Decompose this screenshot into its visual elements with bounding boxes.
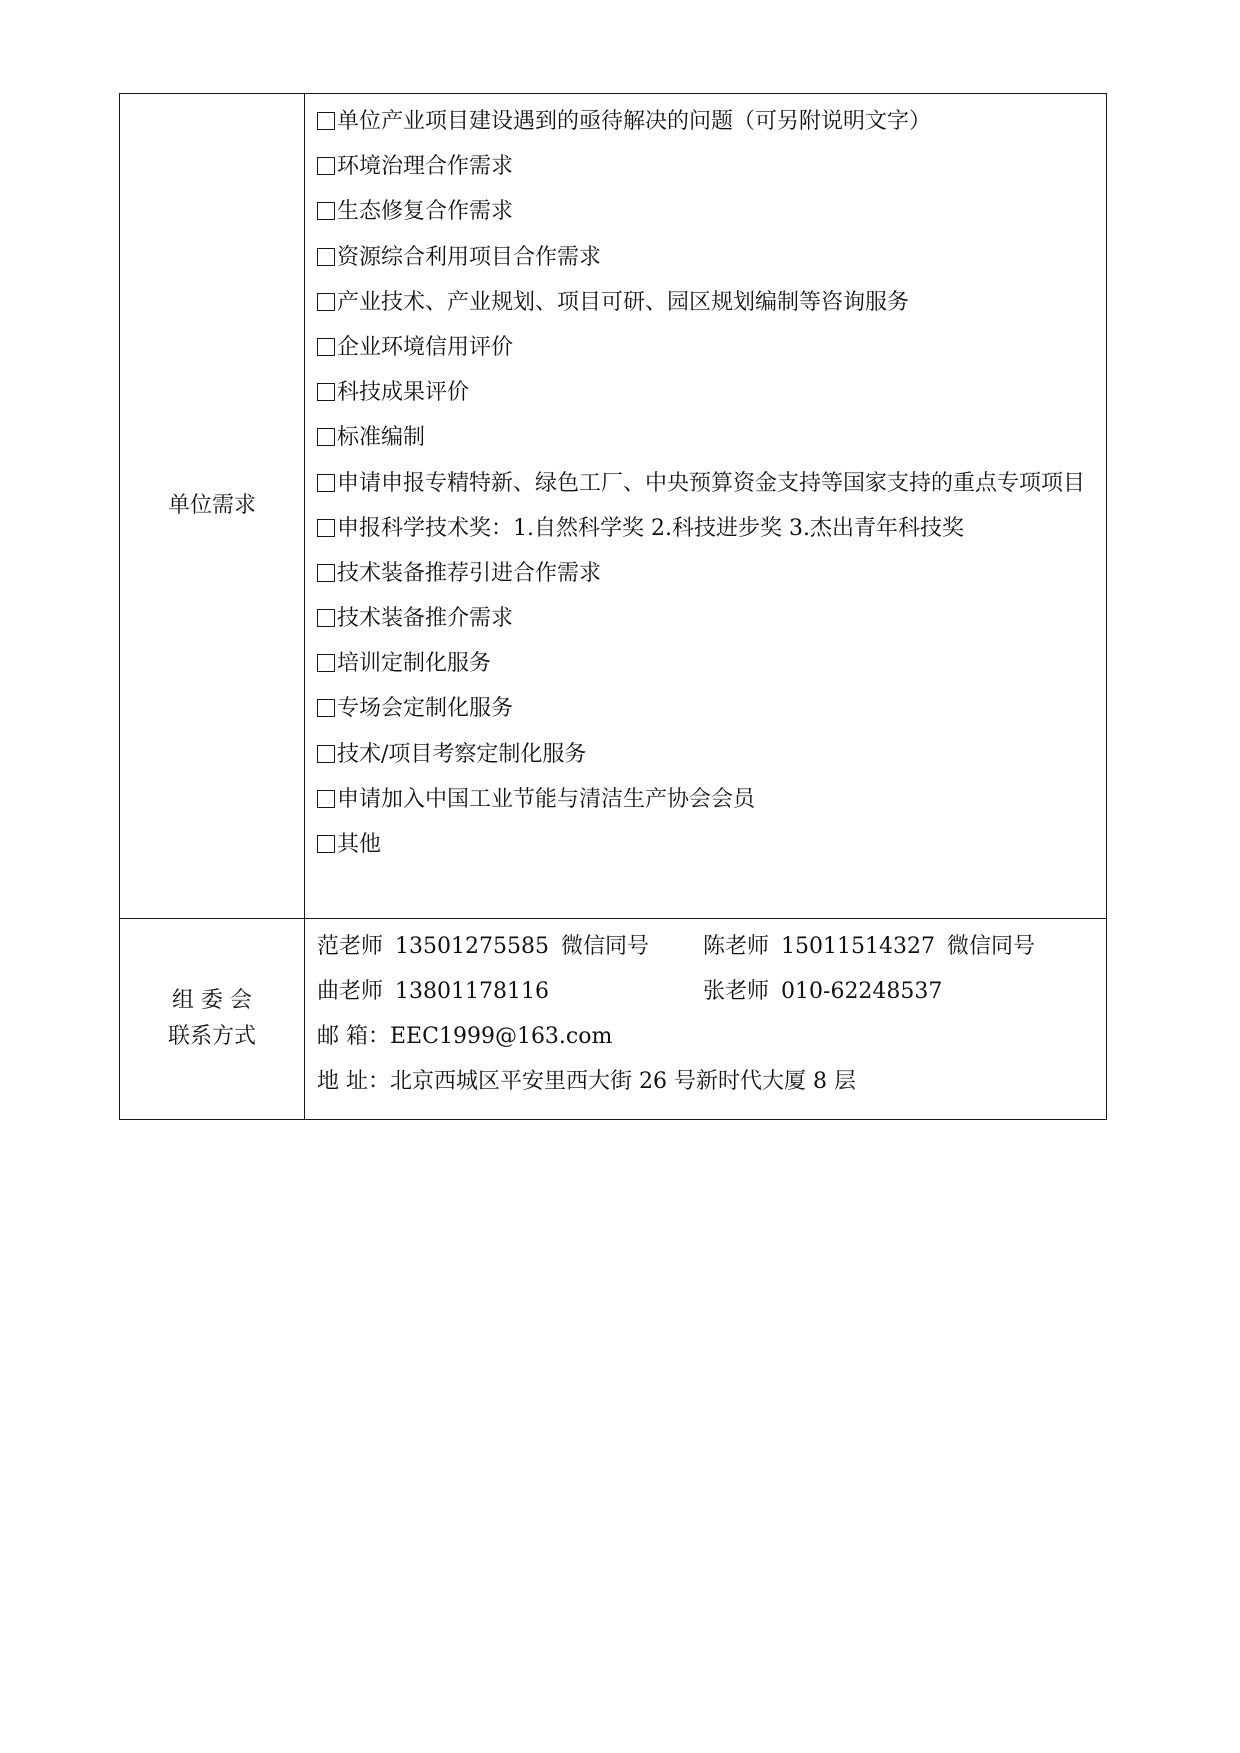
address-value: 北京西城区平安里西大街 26 号新时代大厦 8 层 [390,1069,856,1094]
checkbox-icon[interactable] [317,428,335,446]
option-label: 技术装备推荐引进合作需求 [337,560,602,586]
option-label: 培训定制化服务 [337,651,492,677]
option-item[interactable] [317,330,1096,365]
contact-label-line1: 组 委 会 [172,988,252,1013]
option-label: 申报科学技术奖：1.自然科学奖 2.科技进步奖 3.杰出青年科技奖 [337,515,964,541]
email-value: EEC1999@163.com [390,1024,613,1049]
option-label: 标准编制 [337,425,426,451]
option-item[interactable] [317,601,1096,636]
option-item[interactable] [317,646,1096,681]
checkbox-icon[interactable] [317,112,335,130]
contact-line [317,929,1096,964]
contact-address-line [317,1064,1096,1099]
option-item[interactable] [317,556,1096,591]
checkbox-icon[interactable] [317,474,335,492]
option-item[interactable] [317,420,1096,455]
contact-note: 微信同号 [560,934,649,959]
checkbox-icon[interactable] [317,338,335,356]
email-label: 邮 箱： [317,1024,390,1049]
contact-name: 曲老师 [317,979,384,1004]
checkbox-icon[interactable] [317,202,335,220]
contact-name: 张老师 [703,979,770,1004]
option-item[interactable] [317,511,1096,546]
contact-chen [703,929,1035,964]
checkbox-icon[interactable] [317,745,335,763]
checkbox-icon[interactable] [317,248,335,266]
needs-label: 单位需求 [167,493,256,518]
checkbox-icon[interactable] [317,790,335,808]
contact-line [317,974,1096,1009]
checkbox-icon[interactable] [317,835,335,853]
contact-name: 范老师 [317,934,384,959]
contact-phone: 010-62248537 [781,979,943,1004]
option-label: 申请加入中国工业节能与清洁生产协会会员 [337,786,756,812]
contact-email-line [317,1019,1096,1054]
checkbox-icon[interactable] [317,293,335,311]
contact-phone: 13501275585 [395,934,549,959]
option-item[interactable] [317,827,1096,862]
checkbox-icon[interactable] [317,609,335,627]
contact-phone: 15011514327 [781,934,935,959]
contact-zhang [703,974,942,1009]
contact-row [120,919,1107,1120]
needs-options-cell [305,94,1107,919]
option-item[interactable] [317,691,1096,726]
checkbox-icon[interactable] [317,564,335,582]
contact-note: 微信同号 [946,934,1035,959]
contact-qu [317,974,703,1009]
contact-phone: 13801178116 [395,979,549,1004]
contact-label-cell [120,919,305,1120]
option-item[interactable] [317,240,1096,275]
option-label: 技术/项目考察定制化服务 [337,741,587,767]
option-item[interactable] [317,375,1096,410]
option-label: 其他 [337,832,382,857]
option-item[interactable] [317,194,1096,229]
application-form-table [119,93,1107,1120]
option-item[interactable] [317,149,1096,184]
option-item[interactable] [317,466,1096,501]
contact-fan [317,929,703,964]
option-label: 企业环境信用评价 [337,334,514,360]
contact-info-cell [305,919,1107,1120]
checkbox-icon[interactable] [317,654,335,672]
option-label: 专场会定制化服务 [337,696,514,722]
option-label: 单位产业项目建设遇到的亟待解决的问题（可另附说明文字） [337,109,932,134]
option-label: 资源综合利用项目合作需求 [337,244,602,270]
contact-label-line2: 联系方式 [167,1024,256,1049]
option-label: 生态修复合作需求 [337,199,514,225]
option-label: 产业技术、产业规划、项目可研、园区规划编制等咨询服务 [337,289,910,315]
option-item[interactable] [317,104,1096,139]
option-label: 申请申报专精特新、绿色工厂、中央预算资金支持等国家支持的重点专项项目 [337,470,1086,496]
checkbox-icon[interactable] [317,383,335,401]
checkbox-icon[interactable] [317,519,335,537]
address-label: 地 址： [317,1069,390,1094]
option-label: 环境治理合作需求 [337,154,514,180]
option-label: 技术装备推介需求 [337,606,514,632]
needs-row [120,94,1107,919]
option-item[interactable] [317,737,1096,772]
option-item[interactable] [317,782,1096,817]
contact-name: 陈老师 [703,934,770,959]
checkbox-icon[interactable] [317,157,335,175]
option-label: 科技成果评价 [337,380,470,406]
needs-label-cell [120,94,305,919]
option-item[interactable] [317,285,1096,320]
checkbox-icon[interactable] [317,699,335,717]
